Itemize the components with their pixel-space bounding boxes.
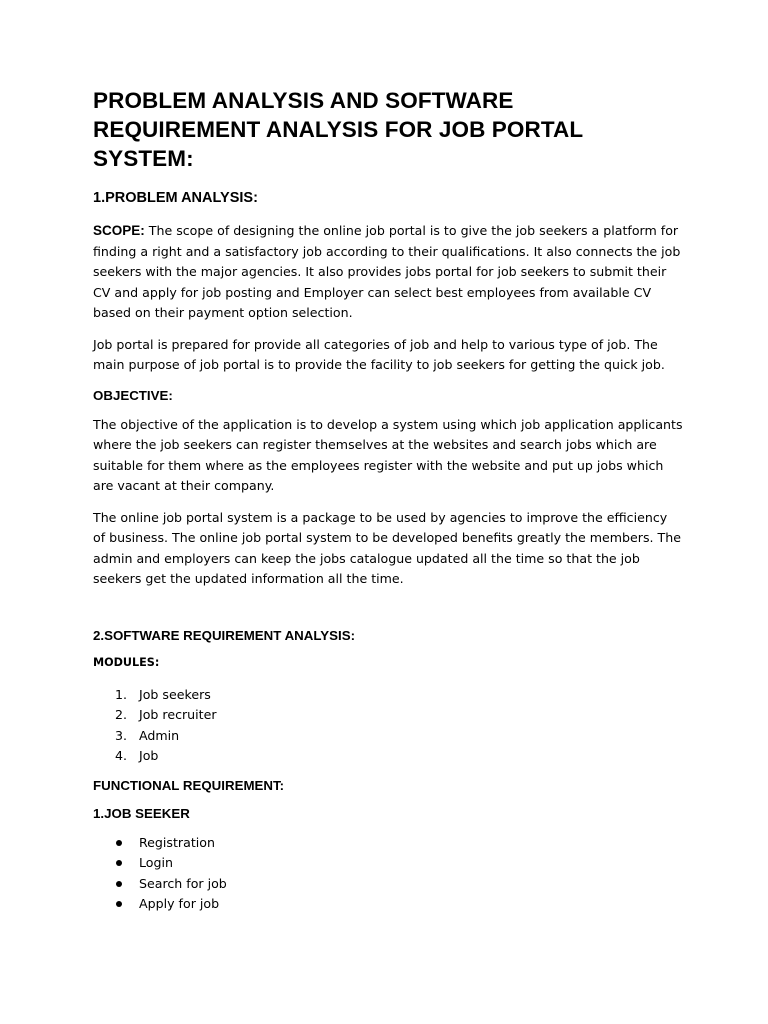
objective-paragraph-1: The objective of the application is to develop a system using which job application applicants where the job seekers can register themselves at the websites and search jobs which are suitable for them where as the employees register with the website and put up jobs which are vacant at their company. (93, 416, 683, 493)
bullet-icon (116, 840, 122, 846)
list-item (93, 685, 683, 706)
document-title: PROBLEM ANALYSIS AND SOFTWARE REQUIREMENT ANALYSIS FOR JOB PORTAL SYSTEM: (93, 88, 583, 171)
list-number: 4. (115, 748, 128, 763)
modules-list (93, 685, 683, 767)
job-seeker-list (93, 833, 683, 915)
job-seeker-heading: 1.JOB SEEKER (93, 805, 190, 821)
list-item (93, 853, 683, 874)
document-page (93, 86, 683, 925)
list-item-label: Apply for job (139, 896, 220, 911)
bullet-icon (116, 901, 122, 907)
list-item-label: Search for job (139, 875, 227, 891)
list-item-label: Login (139, 855, 173, 870)
objective-heading: OBJECTIVE: (93, 387, 173, 403)
section-heading-problem-analysis: 1.PROBLEM ANALYSIS: (93, 190, 258, 206)
bullet-icon (116, 860, 122, 866)
list-item (93, 894, 683, 915)
list-item (93, 705, 683, 726)
list-number: 3. (115, 727, 128, 743)
list-item (93, 726, 683, 747)
section-heading-software-requirement: 2.SOFTWARE REQUIREMENT ANALYSIS: (93, 627, 356, 643)
list-item (93, 874, 683, 895)
objective-paragraph-2: The online job portal system is a package to be used by agencies to improve the efficiency of business. The online job portal system to be developed benefits greatly the members. The admin and employers can keep the jobs catalogue updated all the time so that the job seekers get the updated information all the time. (93, 509, 681, 586)
list-number: 1. (115, 686, 128, 702)
list-item-label: Job recruiter (139, 707, 217, 722)
scope-paragraph (93, 221, 683, 324)
list-item-label: Admin (139, 727, 180, 743)
scope-label: SCOPE: (93, 223, 145, 238)
purpose-paragraph: Job portal is prepared for provide all categories of job and help to various type of job. The main purpose of job portal is to provide the facility to job seekers for getting the quick job. (93, 336, 665, 372)
list-number: 2. (115, 707, 128, 722)
list-item-label: Job (139, 748, 159, 763)
list-item (93, 746, 683, 767)
functional-requirement-heading: FUNCTIONAL REQUIREMENT: (93, 777, 285, 793)
list-item-label: Registration (139, 834, 215, 850)
list-item (93, 833, 683, 854)
section-spacer (93, 601, 683, 627)
list-item-label: Job seekers (139, 686, 211, 702)
bullet-icon (116, 881, 122, 887)
modules-label: MODULES: (93, 655, 160, 669)
scope-text: The scope of designing the online job portal is to give the job seekers a platform for finding a right and a satisfactory job according to their qualifications. It also connects the job seekers with the major agencies. It also provides jobs portal for job seekers to submit their CV and apply for job posting and Employer can select best employees from available CV based on their payment option selection. (93, 223, 681, 320)
